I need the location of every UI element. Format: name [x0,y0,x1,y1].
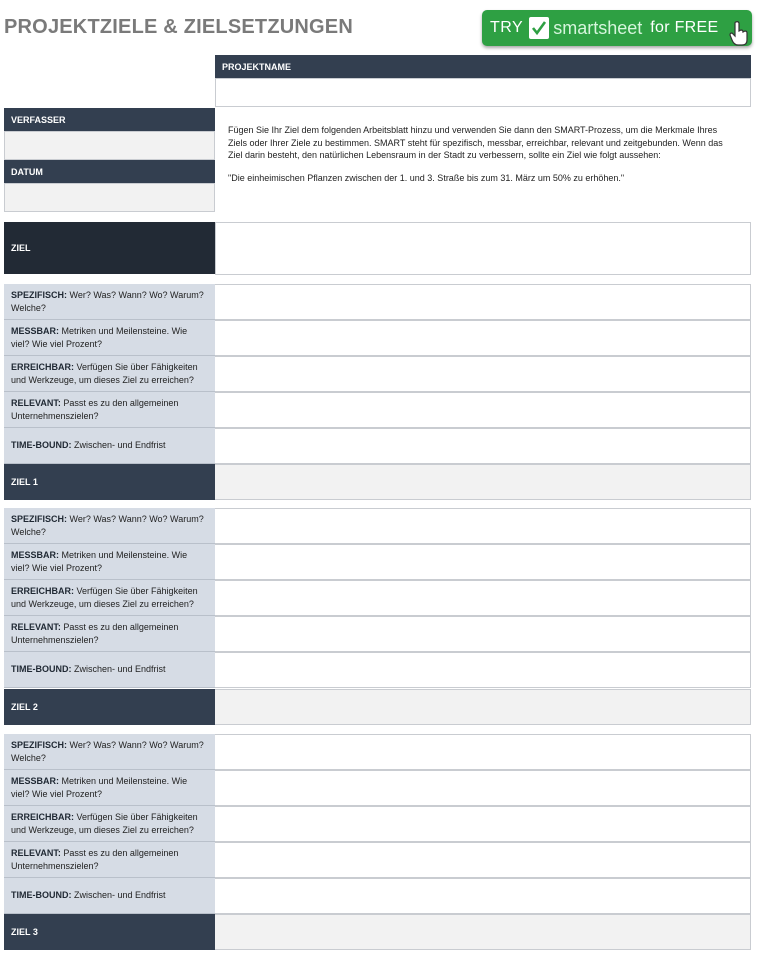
pointer-hand-icon [728,20,750,51]
criteria-relevant: RELEVANT: Passt es zu den allgemeinen Unternehmenszielen? [4,616,215,652]
time-bound-input[interactable] [215,652,751,688]
spezifisch-input[interactable] [215,734,751,770]
criteria-messbar: MESSBAR: Metriken und Meilensteine. Wie viel? Wie viel Prozent? [4,544,215,580]
ziel-1-header: ZIEL 1 [4,464,215,500]
datum-header: DATUM [4,160,215,183]
relevant-input[interactable] [215,616,751,652]
criteria-relevant: RELEVANT: Passt es zu den allgemeinen Unternehmenszielen? [4,842,215,878]
ziel-2-field[interactable] [215,689,751,725]
verfasser-field[interactable] [4,131,215,160]
check-icon [529,17,549,39]
criteria-time-bound: TIME-BOUND: Zwischen- und Endfrist [4,652,215,688]
erreichbar-input[interactable] [215,806,751,842]
messbar-input[interactable] [215,770,751,806]
erreichbar-input[interactable] [215,356,751,392]
try-smartsheet-button[interactable] [482,10,752,46]
messbar-input[interactable] [215,544,751,580]
spezifisch-input[interactable] [215,508,751,544]
criteria-erreichbar: ERREICHBAR: Verfügen Sie über Fähigkeiten und Werkzeuge, um dieses Ziel zu erreichen? [4,356,215,392]
relevant-input[interactable] [215,392,751,428]
ziel-2-header: ZIEL 2 [4,689,215,725]
criteria-relevant: RELEVANT: Passt es zu den allgemeinen Unternehmenszielen? [4,392,215,428]
cta-brand-label: smartsheet [553,17,643,38]
cta-free-label: for FREE [650,19,719,36]
ziel-1-field[interactable] [215,464,751,500]
spezifisch-input[interactable] [215,284,751,320]
criteria-spezifisch: SPEZIFISCH: Wer? Was? Wann? Wo? Warum? Welche? [4,284,215,320]
criteria-time-bound: TIME-BOUND: Zwischen- und Endfrist [4,428,215,464]
intro-example-quote: "Die einheimischen Pflanzen zwischen der 1. und 3. Straße bis zum 31. März um 50% zu erhöhen." [228,172,625,183]
page-title: PROJEKTZIELE & ZIELSETZUNGEN [4,16,353,38]
intro-paragraph: Fügen Sie Ihr Ziel dem folgenden Arbeitsblatt hinzu und verwenden Sie dann den SMART-Prozess, um die Merkmale Ihres Ziels oder Ihrer Ziele zu bestimmen. SMART steht für spezifisch, messbar, erreichbar, relevant und zeitgebunden. Wenn das Ziel darin besteht, den natürlichen Lebensraum in der Stadt zu verbessern, sollte ein Ziel wie folgt aussehen: [228,125,723,160]
criteria-spezifisch: SPEZIFISCH: Wer? Was? Wann? Wo? Warum? Welche? [4,508,215,544]
criteria-erreichbar: ERREICHBAR: Verfügen Sie über Fähigkeiten und Werkzeuge, um dieses Ziel zu erreichen? [4,806,215,842]
criteria-messbar: MESSBAR: Metriken und Meilensteine. Wie viel? Wie viel Prozent? [4,320,215,356]
verfasser-header: VERFASSER [4,108,215,131]
criteria-messbar: MESSBAR: Metriken und Meilensteine. Wie viel? Wie viel Prozent? [4,770,215,806]
time-bound-input[interactable] [215,428,751,464]
ziel-3-header: ZIEL 3 [4,914,215,950]
projektname-field[interactable] [215,78,751,107]
datum-field[interactable] [4,183,215,212]
ziel-header: ZIEL [4,222,215,274]
erreichbar-input[interactable] [215,580,751,616]
ziel-field[interactable] [215,222,751,275]
time-bound-input[interactable] [215,878,751,914]
relevant-input[interactable] [215,842,751,878]
criteria-erreichbar: ERREICHBAR: Verfügen Sie über Fähigkeiten und Werkzeuge, um dieses Ziel zu erreichen? [4,580,215,616]
cta-try-label: TRY [490,19,524,36]
projektname-header: PROJEKTNAME [215,55,751,78]
criteria-time-bound: TIME-BOUND: Zwischen- und Endfrist [4,878,215,914]
criteria-spezifisch: SPEZIFISCH: Wer? Was? Wann? Wo? Warum? Welche? [4,734,215,770]
ziel-3-field[interactable] [215,914,751,950]
intro-text [228,124,726,184]
messbar-input[interactable] [215,320,751,356]
